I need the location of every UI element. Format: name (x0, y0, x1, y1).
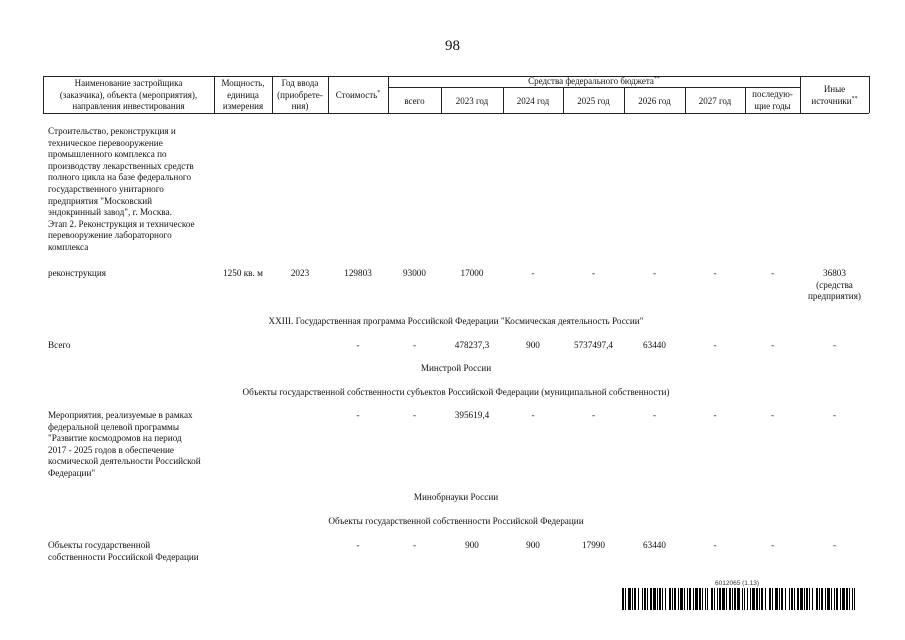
cell-2023: 395619,4 (454, 410, 490, 420)
cell-other: - (832, 340, 837, 350)
cell-2027: - (713, 268, 717, 278)
cell-2023: 478237,3 (454, 340, 490, 350)
cell-cost: - (356, 540, 360, 550)
cell-total: - (412, 340, 417, 350)
cell-2023: 17000 (460, 268, 484, 278)
header-2023: 2023 год (455, 96, 489, 106)
cell-2027: - (713, 340, 717, 350)
cell-2024: - (531, 410, 535, 420)
cell-cost: - (356, 340, 360, 350)
cell-other: 36803 (средства предприятия) (807, 268, 861, 302)
ministry-heading: Минобрнауки России (413, 492, 499, 502)
cell-2024: 900 (526, 340, 540, 350)
barcode-number: 6012065 (1.13) (715, 580, 760, 587)
cell-later: - (770, 410, 775, 420)
cell-2023: 900 (465, 540, 479, 550)
cell-2026: - (652, 410, 657, 420)
row-name: реконструкция (48, 268, 106, 278)
cell-later: - (770, 268, 775, 278)
page-number: 98 (445, 38, 460, 54)
cell-2025: - (591, 268, 596, 278)
cell-cost: - (356, 410, 360, 420)
header-total: всего (404, 96, 425, 106)
cell-cost: 129803 (344, 268, 372, 278)
ministry-heading: Минстрой России (420, 363, 492, 373)
cell-year: 2023 (290, 268, 310, 278)
header-cost-column: Стоимость* (335, 90, 381, 100)
cell-capacity: 1250 кв. м (223, 268, 263, 278)
header-2024: 2024 год (516, 96, 550, 106)
header-2026: 2026 год (638, 96, 671, 106)
cell-other: - (832, 540, 837, 550)
cell-2025: 17990 (582, 540, 605, 550)
header-later-years: последую- щие годы (752, 89, 793, 111)
cell-other: - (832, 410, 837, 420)
row-name: Мероприятия, реализуемые в рамках федеральной целевой программы "Развитие космодромов на период 2017 - 2025 годов в обеспечение космической деятельности Российской Федерации" (48, 410, 201, 478)
header-2025: 2025 год (577, 96, 610, 106)
cell-later: - (770, 540, 775, 550)
section-program-title: XXIII. Государственная программа Российской Федерации "Космическая деятельность России" (268, 316, 644, 326)
cell-2026: 63440 (643, 540, 666, 550)
cell-2026: - (652, 268, 657, 278)
cell-2025: - (591, 410, 596, 420)
cell-2027: - (713, 540, 717, 550)
header-other-sources: Иные источники** (811, 84, 858, 106)
header-federal-budget: Средства федерального бюджета** (528, 76, 660, 86)
header-capacity-column: Мощность, единица измерения (221, 78, 265, 111)
subsection-heading: Объекты государственной собственности субъектов Российской Федерации (муниципальной собственности) (242, 387, 670, 397)
cell-total: - (412, 540, 417, 550)
subsection-heading: Объекты государственной собственности Российской Федерации (328, 516, 584, 526)
cell-2026: 63440 (643, 340, 666, 350)
row-name: Всего (48, 340, 71, 350)
cell-total: 93000 (403, 268, 426, 278)
header-name-column: Наименование застройщика (заказчика), объекта (мероприятия), направления инвестирования (59, 78, 198, 111)
cell-2025: 5737497,4 (573, 340, 614, 350)
cell-later: - (770, 340, 775, 350)
cell-2024: - (531, 268, 535, 278)
barcode-icon (622, 588, 858, 610)
cell-2027: - (713, 410, 717, 420)
object-title: Строительство, реконструкция и техническое перевооружение промышленного комплекса по производству лекарственных средств полного цикла на базе федерального государственного унитарного предприятия "Московский эндокринный завод", г. Москва. Этап 2. Реконструкция и техническое перевооружение лабораторного комплекса (48, 126, 195, 252)
cell-total: - (412, 410, 417, 420)
header-2027: 2027 год (698, 96, 732, 106)
header-year-column: Год ввода (приобрете- ния) (277, 78, 323, 111)
cell-2024: 900 (526, 540, 540, 550)
row-name: Объекты государственной собственности Российской Федерации (48, 540, 199, 562)
